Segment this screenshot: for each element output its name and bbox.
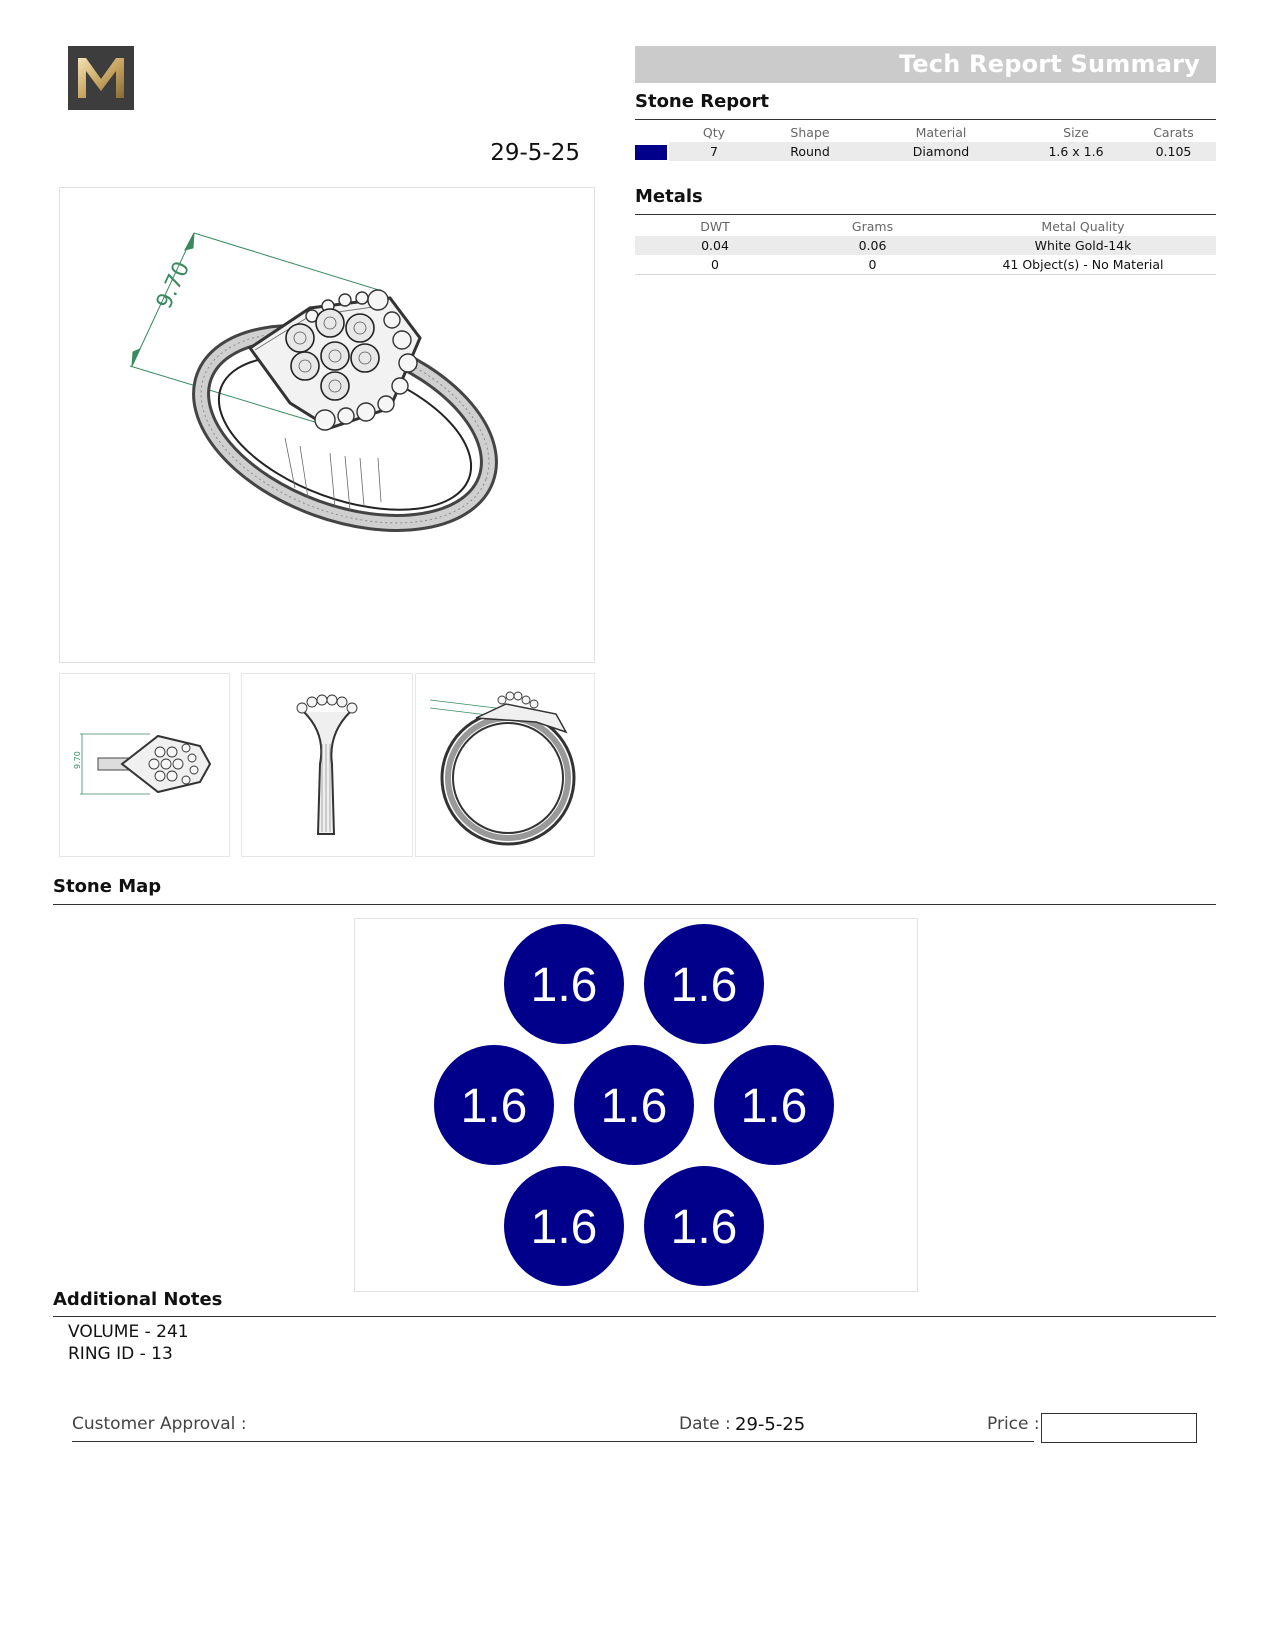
stone-qty: 7 bbox=[669, 142, 759, 161]
price-field[interactable] bbox=[1041, 1413, 1197, 1443]
stone-map-stone bbox=[434, 1045, 554, 1165]
col-dwt: DWT bbox=[700, 218, 730, 234]
stone-report-header-row bbox=[635, 122, 1216, 142]
approval-date-label: Date : bbox=[679, 1414, 731, 1434]
metals-rule bbox=[635, 214, 1216, 215]
col-carats: Carats bbox=[1153, 124, 1194, 140]
stone-map-stone bbox=[714, 1045, 834, 1165]
ring-side-view bbox=[241, 673, 413, 857]
stone-report-title: Stone Report bbox=[635, 91, 770, 112]
table-row bbox=[635, 236, 1216, 255]
price-label: Price : bbox=[987, 1414, 1040, 1434]
stone-size-label: 1.6 bbox=[600, 1080, 668, 1133]
stone-carats: 0.105 bbox=[1131, 142, 1216, 161]
metal-grams: 0.06 bbox=[795, 236, 950, 255]
note-volume: VOLUME - 241 bbox=[68, 1322, 189, 1342]
note-ring-id: RING ID - 13 bbox=[68, 1344, 173, 1364]
report-title: Tech Report Summary bbox=[898, 50, 1200, 78]
stone-map-stone bbox=[644, 924, 764, 1044]
col-metal-quality: Metal Quality bbox=[1041, 218, 1125, 234]
metal-grams: 0 bbox=[795, 255, 950, 275]
main-dimension-label: 9.70 bbox=[151, 257, 196, 313]
col-grams: Grams bbox=[851, 218, 894, 234]
metals-header-row bbox=[635, 216, 1216, 236]
ring-perspective-view bbox=[59, 187, 595, 663]
metal-quality: 41 Object(s) - No Material bbox=[950, 255, 1216, 275]
stone-map-stone bbox=[504, 924, 624, 1044]
notes-rule bbox=[53, 1316, 1216, 1317]
stone-size-label: 1.6 bbox=[530, 959, 598, 1012]
company-logo bbox=[68, 46, 134, 110]
stone-size-label: 1.6 bbox=[460, 1080, 528, 1133]
stone-map-stone bbox=[644, 1166, 764, 1286]
table-row bbox=[635, 255, 1216, 275]
stone-map-panel bbox=[354, 918, 918, 1292]
col-qty: Qty bbox=[702, 124, 726, 140]
stone-size-label: 1.6 bbox=[740, 1080, 808, 1133]
stone-map-stone bbox=[574, 1045, 694, 1165]
stone-report-table bbox=[635, 122, 1216, 161]
ring-front-view bbox=[415, 673, 595, 857]
approval-date-value: 29-5-25 bbox=[735, 1414, 806, 1435]
report-title-bar bbox=[635, 46, 1216, 83]
metals-title: Metals bbox=[635, 186, 703, 207]
table-row bbox=[635, 142, 1216, 161]
ring-top-view bbox=[59, 673, 230, 857]
additional-notes-title: Additional Notes bbox=[53, 1289, 223, 1310]
stone-map-title: Stone Map bbox=[53, 876, 162, 897]
stone-map-stone bbox=[504, 1166, 624, 1286]
stone-report-rule bbox=[635, 119, 1216, 120]
stone-size-label: 1.6 bbox=[670, 959, 738, 1012]
stone-size-label: 1.6 bbox=[530, 1201, 598, 1254]
approval-signature-line[interactable] bbox=[72, 1441, 1034, 1442]
top-view-dimension-label: 9.70 bbox=[73, 751, 82, 769]
metal-dwt: 0 bbox=[635, 255, 795, 275]
metal-dwt: 0.04 bbox=[635, 236, 795, 255]
stone-color-swatch bbox=[635, 145, 667, 160]
stone-map-rule bbox=[53, 904, 1216, 905]
report-date: 29-5-25 bbox=[490, 140, 580, 166]
stone-size: 1.6 x 1.6 bbox=[1021, 142, 1131, 161]
stone-material: Diamond bbox=[861, 142, 1021, 161]
metals-table bbox=[635, 216, 1216, 275]
col-material: Material bbox=[915, 124, 967, 140]
col-size: Size bbox=[1063, 124, 1089, 140]
stone-size-label: 1.6 bbox=[670, 1201, 738, 1254]
col-shape: Shape bbox=[790, 124, 830, 140]
stone-shape: Round bbox=[759, 142, 861, 161]
customer-approval-label: Customer Approval : bbox=[72, 1414, 247, 1434]
metal-quality: White Gold-14k bbox=[950, 236, 1216, 255]
